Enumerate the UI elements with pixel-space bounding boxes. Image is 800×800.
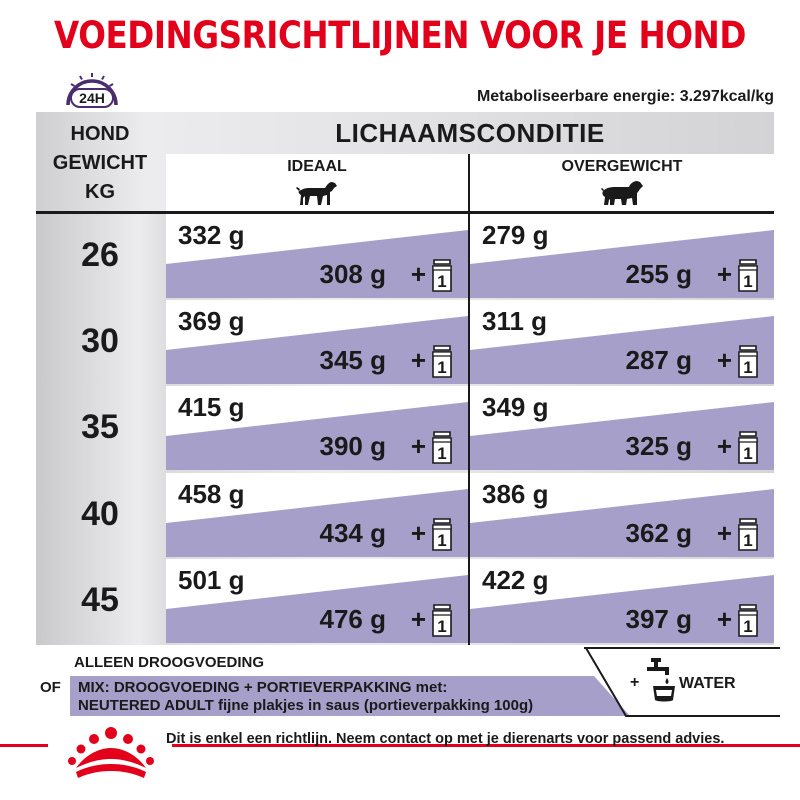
mix-dry-amount: 434 g bbox=[319, 517, 386, 548]
dry-only-amount: 279 g bbox=[482, 220, 549, 250]
portion-cell-ideal bbox=[166, 214, 468, 298]
mix-dry-amount: 476 g bbox=[319, 603, 386, 634]
column-separator bbox=[468, 154, 470, 645]
pouch-icon bbox=[736, 256, 760, 292]
dry-only-amount: 311 g bbox=[482, 306, 548, 337]
weight-header-line: KG bbox=[85, 181, 115, 203]
weight-value: 45 bbox=[81, 580, 119, 619]
plus-sign: + bbox=[716, 259, 732, 289]
plus-sign: + bbox=[410, 345, 426, 376]
pouch-count: 1 bbox=[437, 530, 447, 550]
mix-dry-amount: 390 g bbox=[319, 431, 386, 462]
mix-dry-amount: 308 g bbox=[319, 259, 386, 289]
pouch-icon bbox=[430, 342, 454, 378]
legend-or: OF bbox=[40, 679, 61, 696]
pouch-count: 1 bbox=[743, 616, 753, 636]
pouch-count: 1 bbox=[437, 616, 447, 636]
portion-cell-ideal bbox=[166, 559, 468, 643]
feeding-table bbox=[36, 112, 774, 645]
mix-dry-amount: 397 g bbox=[625, 603, 692, 634]
condition-header: LICHAAMSCONDITIE bbox=[335, 118, 605, 148]
dry-only-amount: 422 g bbox=[482, 564, 549, 595]
portion-cell-ideal bbox=[166, 386, 468, 470]
dry-only-amount: 415 g bbox=[178, 392, 245, 423]
plus-sign: + bbox=[716, 517, 732, 548]
mix-dry-amount: 345 g bbox=[319, 345, 386, 376]
weight-header-line: HOND bbox=[70, 123, 130, 145]
weight-header-line: GEWICHT bbox=[52, 152, 148, 174]
pouch-icon bbox=[430, 601, 454, 637]
portion-cell-ideal bbox=[166, 300, 468, 384]
royal-canin-crown-logo bbox=[54, 724, 168, 786]
pouch-count: 1 bbox=[437, 358, 447, 378]
legend-mix-line2: NEUTERED ADULT fijne plakjes in saus (portieverpakking 100g) bbox=[78, 697, 534, 714]
plus-sign: + bbox=[410, 431, 426, 462]
mix-dry-amount: 255 g bbox=[625, 259, 692, 289]
column-label-overweight: OVERGEWICHT bbox=[561, 158, 683, 175]
mix-dry-amount: 325 g bbox=[625, 431, 692, 462]
portion-cell-overweight bbox=[470, 214, 774, 298]
water-tap-icon bbox=[645, 656, 677, 704]
disclaimer: Dit is enkel een richtlijn. Neem contact op met je dierenarts voor passend advies. bbox=[166, 731, 725, 747]
pouch-count: 1 bbox=[743, 358, 753, 378]
pouch-icon bbox=[736, 342, 760, 378]
pouch-icon bbox=[736, 601, 760, 637]
water-plus: + bbox=[630, 674, 640, 691]
pouch-icon bbox=[736, 515, 760, 551]
water-label: WATER bbox=[679, 675, 736, 692]
pouch-icon bbox=[430, 256, 454, 292]
dry-only-amount: 458 g bbox=[178, 478, 245, 509]
pouch-icon bbox=[430, 515, 454, 551]
pouch-count: 1 bbox=[743, 530, 753, 550]
portion-cell-overweight bbox=[470, 559, 774, 643]
energy-note: Metaboliseerbare energie: 3.297kcal/kg bbox=[476, 88, 774, 105]
portion-cell-overweight bbox=[470, 473, 774, 557]
plus-sign: + bbox=[716, 345, 732, 376]
pouch-count: 1 bbox=[437, 272, 447, 291]
plus-sign: + bbox=[410, 603, 426, 634]
dog-ideal-icon bbox=[295, 179, 339, 207]
weight-header bbox=[36, 120, 164, 207]
column-label-ideal: IDEAAL bbox=[287, 158, 347, 175]
dry-only-amount: 369 g bbox=[178, 306, 245, 337]
weight-value: 26 bbox=[81, 236, 119, 274]
plus-sign: + bbox=[716, 603, 732, 634]
pouch-icon bbox=[736, 428, 760, 464]
portion-cell-overweight bbox=[470, 386, 774, 470]
plus-sign: + bbox=[716, 431, 732, 462]
mix-dry-amount: 287 g bbox=[625, 345, 692, 376]
page-title: VOEDINGSRICHTLIJNEN VOOR JE HOND bbox=[54, 14, 746, 57]
pouch-icon bbox=[430, 428, 454, 464]
mix-dry-amount: 362 g bbox=[625, 517, 692, 548]
pouch-count: 1 bbox=[437, 444, 447, 464]
column-header-overweight bbox=[470, 154, 774, 211]
legend-dry-only: ALLEEN DROOGVOEDING bbox=[74, 654, 265, 671]
pouch-count: 1 bbox=[743, 272, 753, 291]
dry-only-amount: 386 g bbox=[482, 478, 549, 509]
plus-sign: + bbox=[410, 517, 426, 548]
dry-only-amount: 501 g bbox=[178, 564, 245, 595]
weight-value: 40 bbox=[81, 494, 119, 533]
plus-sign: + bbox=[410, 259, 426, 289]
weight-value: 30 bbox=[81, 322, 119, 361]
portion-cell-ideal bbox=[166, 473, 468, 557]
dry-only-amount: 332 g bbox=[178, 220, 245, 250]
column-header-ideal bbox=[166, 154, 468, 211]
pouch-count: 1 bbox=[743, 444, 753, 464]
portion-cell-overweight bbox=[470, 300, 774, 384]
dog-overweight-icon bbox=[600, 179, 644, 207]
dry-only-amount: 349 g bbox=[482, 392, 549, 423]
clock-label: 24H bbox=[79, 90, 105, 106]
weight-value: 35 bbox=[81, 408, 119, 447]
legend-mix-line1: MIX: DROOGVOEDING + PORTIEVERPAKKING met: bbox=[78, 679, 448, 696]
clock-icon bbox=[62, 69, 122, 111]
